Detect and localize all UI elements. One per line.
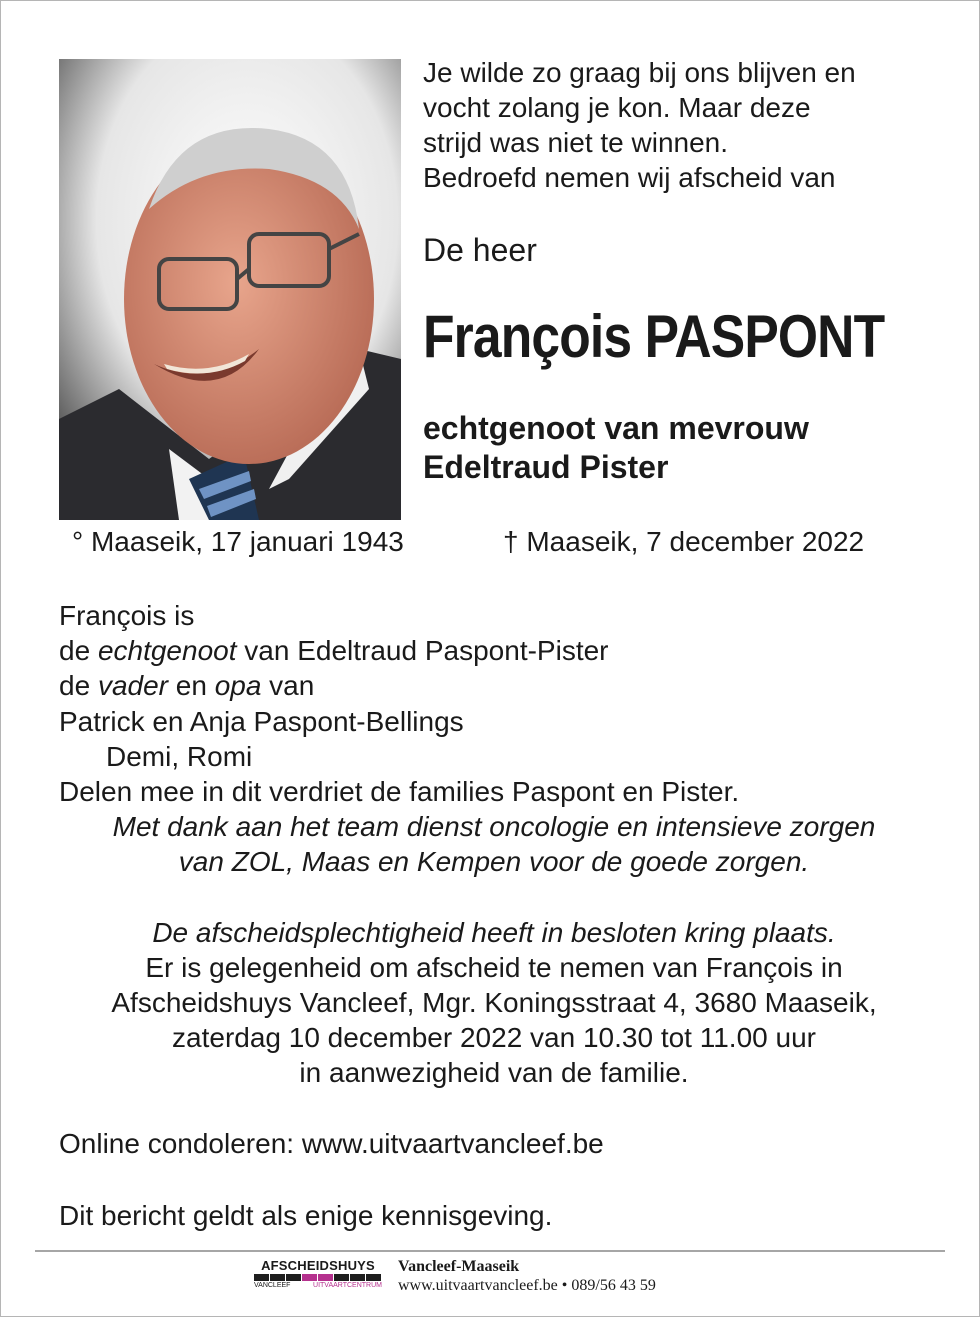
family-line: Patrick en Anja Paspont-Bellings [59, 705, 464, 737]
online-condolences: Online condoleren: www.uitvaartvancleef.be [59, 1128, 604, 1159]
intro-line: vocht zolang je kon. Maar deze [423, 92, 811, 123]
portrait-photo [59, 59, 401, 520]
firm-name: Vancleef-Maaseik [398, 1258, 520, 1275]
thanks-line: Met dank aan het team dienst oncologie en intensieve zorgen [112, 811, 876, 843]
birth-info: ° Maaseik, 17 januari 1943 [72, 526, 404, 557]
spouse-line: echtgenoot van mevrouw [423, 410, 809, 446]
thanks-line: van ZOL, Maas en Kempen voor de goede zorgen. [178, 846, 810, 878]
ceremony-line: zaterdag 10 december 2022 van 10.30 tot 11.00 uur [172, 1022, 816, 1054]
grandchildren-line: Demi, Romi [106, 740, 253, 772]
salutation: De heer [423, 232, 537, 268]
logo-name: AFSCHEIDSHUYS [261, 1258, 375, 1273]
spouse-info [423, 409, 809, 487]
logo-bars [254, 1274, 382, 1281]
ceremony-line: Er is gelegenheid om afscheid te nemen van François in [145, 951, 843, 983]
deceased-name: François PASPONT [423, 303, 885, 370]
family-line: de vader en opa van [59, 670, 315, 702]
family-line: Delen mee in dit verdriet de families Paspont en Pister. [59, 776, 740, 808]
announcement-body [59, 598, 929, 1091]
logo-sub: VANCLEEF UITVAARTCENTRUM [254, 1282, 382, 1289]
firm-contact: www.uitvaartvancleef.be • 089/56 43 59 [398, 1277, 656, 1294]
family-line: de echtgenoot van Edeltraud Paspont-Pister [59, 635, 609, 667]
intro-line: Bedroefd nemen wij afscheid van [423, 162, 836, 193]
notice-line: Dit bericht geldt als enige kennisgeving. [59, 1200, 553, 1231]
family-line: François is [59, 600, 195, 631]
ceremony-line: Afscheidshuys Vancleef, Mgr. Koningsstraat 4, 3680 Maaseik, [111, 987, 877, 1019]
intro-line: strijd was niet te winnen. [423, 127, 729, 158]
spouse-name: Edeltraud Pister [423, 449, 669, 485]
intro-verse [423, 55, 856, 195]
ceremony-line: in aanwezigheid van de familie. [299, 1057, 689, 1089]
funeral-home-logo [254, 1258, 382, 1289]
footer-divider [35, 1250, 945, 1252]
funeral-home-contact [398, 1257, 656, 1295]
death-info: † Maaseik, 7 december 2022 [503, 526, 865, 557]
ceremony-line: De afscheidsplechtigheid heeft in besloten kring plaats. [152, 916, 836, 948]
intro-line: Je wilde zo graag bij ons blijven en [423, 57, 856, 88]
